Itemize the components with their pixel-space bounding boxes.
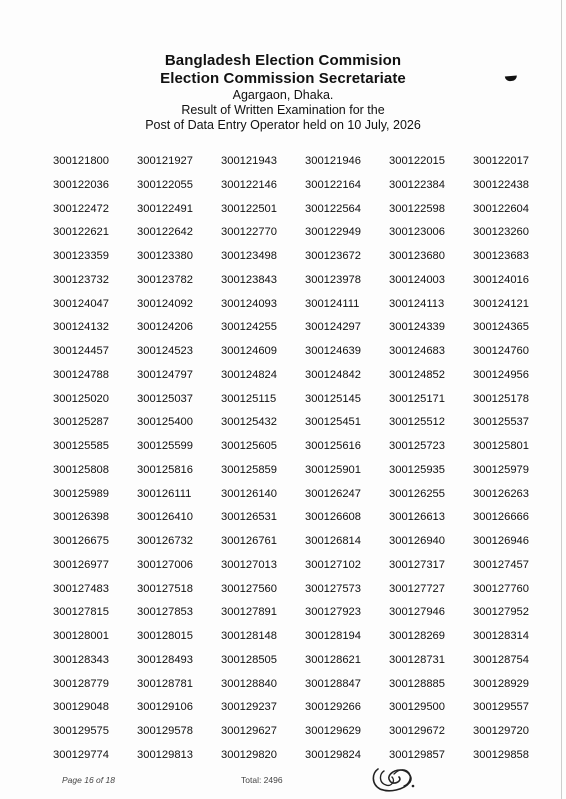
roll-number-cell: 300124683 bbox=[389, 345, 445, 357]
roll-number-cell: 300124797 bbox=[137, 368, 193, 381]
roll-number-cell: 300124365 bbox=[473, 321, 529, 334]
roll-number-cell: 300129813 bbox=[137, 748, 193, 761]
roll-number-cell: 300122015 bbox=[389, 155, 445, 167]
roll-number-cell: 300121943 bbox=[221, 155, 277, 167]
roll-number-cell: 300128885 bbox=[389, 677, 445, 690]
roll-number-cell: 300123732 bbox=[53, 273, 109, 286]
roll-number-cell: 300124339 bbox=[389, 321, 445, 334]
total-count: Total: 2496 bbox=[241, 775, 283, 785]
roll-number-cell: 300122491 bbox=[137, 202, 193, 215]
roll-number-cell: 300126140 bbox=[221, 487, 277, 500]
roll-number-cell: 300128015 bbox=[137, 630, 193, 642]
roll-number-cell: 300127560 bbox=[221, 582, 277, 595]
roll-number-cell: 300128779 bbox=[53, 677, 109, 690]
roll-number-cell: 300125808 bbox=[53, 463, 109, 476]
roll-number-cell: 300124255 bbox=[221, 321, 277, 334]
roll-number-cell: 300124297 bbox=[305, 321, 361, 334]
roll-number-cell: 300125989 bbox=[53, 487, 109, 500]
roll-number-cell: 300128621 bbox=[305, 653, 361, 666]
roll-number-cell: 300127891 bbox=[221, 606, 277, 619]
roll-number-cell: 300125037 bbox=[137, 392, 193, 405]
roll-number-cell: 300126666 bbox=[473, 511, 529, 524]
roll-number-cell: 300123006 bbox=[389, 226, 445, 239]
signature-image bbox=[369, 758, 417, 792]
roll-number-cell: 300124609 bbox=[221, 345, 277, 357]
roll-number-cell: 300124523 bbox=[137, 345, 193, 357]
roll-number-cell: 300127317 bbox=[389, 558, 445, 571]
roll-number-cell: 300124852 bbox=[389, 368, 445, 381]
roll-number-cell: 300127006 bbox=[137, 558, 193, 571]
roll-number-cell: 300129048 bbox=[53, 701, 109, 714]
roll-number-cell: 300126946 bbox=[473, 535, 529, 547]
roll-number-cell: 300122501 bbox=[221, 202, 277, 215]
roll-number-cell: 300125935 bbox=[389, 463, 445, 476]
roll-number-cell: 300124206 bbox=[137, 321, 193, 334]
roll-number-cell: 300125599 bbox=[137, 440, 193, 452]
roll-number-cell: 300125451 bbox=[305, 416, 361, 429]
roll-number-cell: 300126675 bbox=[53, 535, 109, 547]
roll-number-cell: 300127102 bbox=[305, 558, 361, 571]
roll-number-cell: 300126977 bbox=[53, 558, 109, 571]
roll-number-cell: 300125115 bbox=[221, 392, 277, 405]
roll-number-cell: 300128194 bbox=[305, 630, 361, 642]
roll-number-cell: 300128847 bbox=[305, 677, 361, 690]
roll-number-cell: 300124047 bbox=[53, 297, 109, 310]
exam-line: Result of Written Examination for the bbox=[181, 103, 385, 117]
roll-number-cell: 300126732 bbox=[137, 535, 193, 547]
roll-number-cell: 300127853 bbox=[137, 606, 193, 619]
roll-number-cell: 300123782 bbox=[137, 273, 193, 286]
roll-number-cell: 300128754 bbox=[473, 653, 529, 666]
roll-number-cell: 300129266 bbox=[305, 701, 361, 714]
roll-number-cell: 300124788 bbox=[53, 368, 109, 381]
roll-number-cell: 300125979 bbox=[473, 463, 529, 476]
roll-number-cell: 300124457 bbox=[53, 345, 109, 357]
roll-number-cell: 300129857 bbox=[389, 748, 445, 761]
roll-number-cell: 300123260 bbox=[473, 226, 529, 239]
roll-number-cell: 300126613 bbox=[389, 511, 445, 524]
roll-number-cell: 300125859 bbox=[221, 463, 277, 476]
roll-number-cell: 300125432 bbox=[221, 416, 277, 429]
roll-number-cell: 300125400 bbox=[137, 416, 193, 429]
roll-number-cell: 300122604 bbox=[473, 202, 529, 215]
roll-number-cell: 300127457 bbox=[473, 558, 529, 571]
roll-number-cell: 300122642 bbox=[137, 226, 193, 239]
roll-number-cell: 300124842 bbox=[305, 368, 361, 381]
roll-number-cell: 300126398 bbox=[53, 511, 109, 524]
roll-number-cell: 300128343 bbox=[53, 653, 109, 666]
roll-number-cell: 300127518 bbox=[137, 582, 193, 595]
roll-number-cell: 300124016 bbox=[473, 273, 529, 286]
roll-number-cell: 300122770 bbox=[221, 226, 277, 239]
roll-number-cell: 300128781 bbox=[137, 677, 193, 690]
location-line: Agargaon, Dhaka. bbox=[232, 88, 334, 102]
roll-number-cell: 300125171 bbox=[389, 392, 445, 405]
roll-number-cell: 300122472 bbox=[53, 202, 109, 215]
roll-number-cell: 300129820 bbox=[221, 748, 277, 761]
roll-number-cell: 300124824 bbox=[221, 368, 277, 381]
roll-number-cell: 300125178 bbox=[473, 392, 529, 405]
roll-number-cell: 300128148 bbox=[221, 630, 277, 642]
roll-number-cell: 300129774 bbox=[53, 748, 109, 761]
roll-number-cell: 300126111 bbox=[137, 487, 192, 500]
secretariat-title: Election Commission Secretariate bbox=[160, 70, 406, 87]
roll-number-cell: 300125801 bbox=[473, 440, 529, 452]
roll-number-cell: 300124956 bbox=[473, 368, 529, 381]
document-header bbox=[0, 52, 566, 133]
roll-number-cell: 300128269 bbox=[389, 630, 445, 642]
roll-number-cell: 300123380 bbox=[137, 250, 193, 262]
roll-number-cell: 300125723 bbox=[389, 440, 445, 452]
roll-number-cell: 300129575 bbox=[53, 725, 109, 737]
roll-number-cell: 300121800 bbox=[53, 155, 109, 167]
roll-number-cell: 300127013 bbox=[221, 558, 277, 571]
roll-number-cell: 300121927 bbox=[137, 155, 193, 167]
roll-number-cell: 300126255 bbox=[389, 487, 445, 500]
roll-number-cell: 300122036 bbox=[53, 178, 109, 191]
roll-number-cell: 300128314 bbox=[473, 630, 529, 642]
post-line: Post of Data Entry Operator held on 10 July, 2026 bbox=[145, 118, 421, 132]
roll-number-cell: 300122055 bbox=[137, 178, 193, 191]
roll-number-cell: 300122438 bbox=[473, 178, 529, 191]
roll-number-cell: 300123978 bbox=[305, 273, 361, 286]
roll-number-cell: 300129627 bbox=[221, 725, 277, 737]
page-number: Page 16 of 18 bbox=[62, 775, 115, 785]
roll-number-cell: 300127815 bbox=[53, 606, 109, 619]
organization-title: Bangladesh Election Commision bbox=[164, 52, 402, 69]
roll-number-cell: 300125816 bbox=[137, 463, 193, 476]
roll-number-cell: 300129672 bbox=[389, 725, 445, 737]
roll-number-cell: 300123672 bbox=[305, 250, 361, 262]
roll-number-cell: 300129106 bbox=[137, 701, 193, 714]
roll-number-cell: 300121946 bbox=[305, 155, 361, 167]
roll-number-cell: 300122564 bbox=[305, 202, 361, 215]
roll-number-cell: 300124760 bbox=[473, 345, 529, 357]
roll-number-cell: 300123359 bbox=[53, 250, 109, 262]
roll-number-cell: 300122598 bbox=[389, 202, 445, 215]
roll-number-cell: 300125512 bbox=[389, 416, 445, 429]
roll-number-cell: 300126608 bbox=[305, 511, 361, 524]
roll-number-cell: 300122017 bbox=[473, 155, 529, 167]
roll-number-cell: 300129858 bbox=[473, 748, 529, 761]
results-grid bbox=[53, 154, 543, 772]
roll-number-cell: 300125585 bbox=[53, 440, 109, 452]
roll-number-cell: 300128929 bbox=[473, 677, 529, 690]
roll-number-cell: 300123843 bbox=[221, 273, 277, 286]
roll-number-cell: 300124113 bbox=[389, 297, 445, 310]
roll-number-cell: 300126410 bbox=[137, 511, 193, 524]
roll-number-cell: 300126263 bbox=[473, 487, 529, 500]
roll-number-cell: 300127727 bbox=[389, 582, 445, 595]
roll-number-cell: 300125287 bbox=[53, 416, 109, 429]
roll-number-cell: 300129824 bbox=[305, 748, 361, 761]
roll-number-cell: 300125020 bbox=[53, 392, 109, 405]
roll-number-cell: 300127946 bbox=[389, 606, 445, 619]
roll-number-cell: 300128731 bbox=[389, 653, 445, 666]
roll-number-cell: 300127952 bbox=[473, 606, 529, 619]
roll-number-cell: 300127573 bbox=[305, 582, 361, 595]
roll-number-cell: 300129720 bbox=[473, 725, 529, 737]
roll-number-cell: 300128505 bbox=[221, 653, 277, 666]
roll-number-cell: 300129578 bbox=[137, 725, 193, 737]
roll-number-cell: 300126247 bbox=[305, 487, 361, 500]
roll-number-cell: 300124093 bbox=[221, 297, 277, 310]
roll-number-cell: 300124003 bbox=[389, 273, 445, 286]
roll-number-cell: 300125616 bbox=[305, 440, 361, 452]
roll-number-cell: 300125605 bbox=[221, 440, 277, 452]
roll-number-cell: 300129237 bbox=[221, 701, 277, 714]
roll-number-cell: 300128840 bbox=[221, 677, 277, 690]
roll-number-cell: 300125145 bbox=[305, 392, 361, 405]
roll-number-cell: 300128493 bbox=[137, 653, 193, 666]
roll-number-cell: 300129629 bbox=[305, 725, 361, 737]
roll-number-cell: 300122146 bbox=[221, 178, 277, 191]
roll-number-cell: 300123683 bbox=[473, 250, 529, 262]
roll-number-cell: 300122384 bbox=[389, 178, 445, 191]
roll-number-cell: 300129557 bbox=[473, 701, 529, 714]
roll-number-cell: 300122621 bbox=[53, 226, 109, 239]
roll-number-cell: 300127923 bbox=[305, 606, 361, 619]
roll-number-cell: 300126940 bbox=[389, 535, 445, 547]
roll-number-cell: 300124639 bbox=[305, 345, 361, 357]
roll-number-cell: 300122949 bbox=[305, 226, 361, 239]
roll-number-cell: 300128001 bbox=[53, 630, 109, 642]
roll-number-cell: 300122164 bbox=[305, 178, 361, 191]
roll-number-cell: 300129500 bbox=[389, 701, 445, 714]
roll-number-cell: 300124111 bbox=[305, 297, 360, 310]
document-footer bbox=[0, 774, 566, 794]
roll-number-cell: 300126761 bbox=[221, 535, 277, 547]
roll-number-cell: 300126531 bbox=[221, 511, 277, 524]
roll-number-cell: 300125901 bbox=[305, 463, 361, 476]
roll-number-cell: 300127483 bbox=[53, 582, 109, 595]
roll-number-cell: 300124092 bbox=[137, 297, 193, 310]
roll-number-cell: 300127760 bbox=[473, 582, 529, 595]
roll-number-cell: 300123680 bbox=[389, 250, 445, 262]
roll-number-cell: 300124132 bbox=[53, 321, 109, 334]
roll-number-cell: 300125537 bbox=[473, 416, 529, 429]
roll-number-cell: 300126814 bbox=[305, 535, 361, 547]
roll-number-cell: 300123498 bbox=[221, 250, 277, 262]
roll-number-cell: 300124121 bbox=[473, 297, 529, 310]
